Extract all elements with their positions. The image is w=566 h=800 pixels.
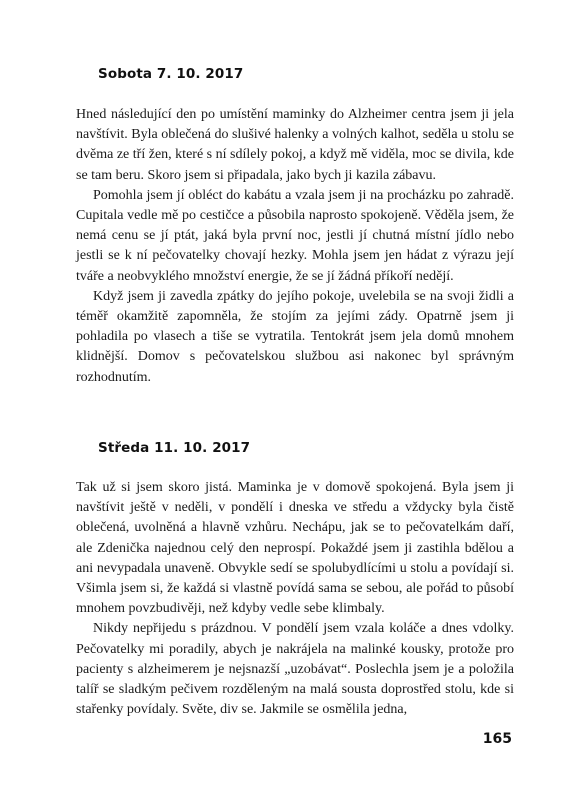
entry-date-heading: Sobota 7. 10. 2017 — [98, 66, 244, 82]
entry-body — [76, 478, 514, 720]
paragraph: Tak už si jsem skoro jistá. Maminka je v domově spokojená. Byla jsem ji navštívit ještě v neděli, v pondělí i dneska ve středu a vždycky byla čistě oblečená, uvolněná a hlavně vzhůru. Nechápu, jak se to pečovatelkám daří, ale Zdenička najednou celý den neprospí. Pokaždé jsem ji zastihla bdělou a ani nevypadala unaveně. Obvykle sedí se spolubydlícími u stolu a povídají si. Všimla jsem si, že každá si vlastně povídá sama se sebou, ale pořád to působí mnohem povzbudivěji, než kdyby vedle sebe klimbaly. — [76, 480, 514, 617]
paragraph: Hned následující den po umístění maminky do Alzheimer centra jsem ji jela navštívit. Byla oblečená do slušivé halenky a volných kalhot, seděla u stolu se dvěma ze tří žen, které s ní sdílely pokoj, a když mě viděla, moc se divila, kde se tam beru. Skoro jsem si připadala, jako bych ji kazila zábavu. — [76, 107, 514, 183]
paragraph: Pomohla jsem jí obléct do kabátu a vzala jsem ji na procházku po zahradě. Cupitala vedle mě po cestičce a působila naprosto spokojeně. Věděla jsem, že nemá cenu se jí ptát, jaká byla první noc, jestli jí chutná místní jídlo nebo jestli se k ní pečovatelky chovají hezky. Mohla jsem jen hádat z výrazu její tváře a neobvyklého množství energie, že se jí žádná příkoří nedějí. — [76, 187, 514, 284]
paragraph: Když jsem ji zavedla zpátky do jejího pokoje, uvelebila se na svoji židli a téměř okamžitě zapomněla, že stojím za jejími zády. Opatrně jsem ji pohladila po vlasech a tiše se vytratila. Tentokrát jsem jela domů mnohem klidnější. Domov s pečovatelskou službou asi nakonec byl správným rozhodnutím. — [76, 288, 514, 385]
page-number: 165 — [482, 731, 512, 747]
paragraph: Nikdy nepřijedu s prázdnou. V pondělí jsem vzala koláče a dnes vdolky. Pečovatelky mi poradily, abych je nakrájela na malinké kousky, protože pro pacienty s alzheimerem je nejsnazší „uzobávat“. Poslechla jsem je a položila talíř se sladkým pečivem rozděleným na malá sousta doprostřed stolu, kde si stařenky povídaly. Světe, div se. Jakmile se osmělila jedna, — [76, 621, 514, 718]
entry-date-heading: Středa 11. 10. 2017 — [98, 440, 251, 456]
entry-body — [76, 105, 514, 388]
